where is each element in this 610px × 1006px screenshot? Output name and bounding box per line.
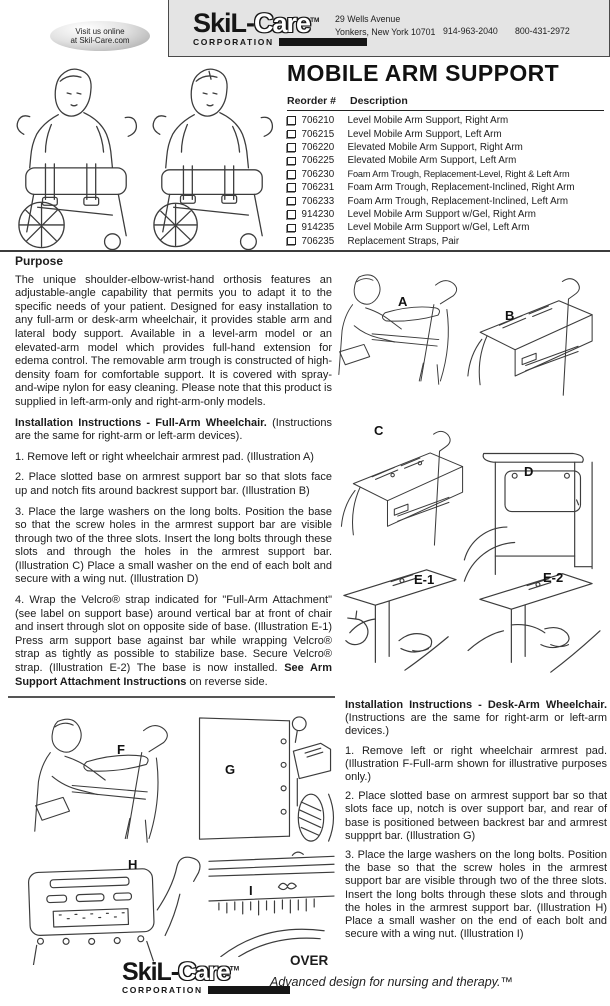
table-row: [287, 168, 604, 181]
reorder-code: 914235: [301, 222, 335, 234]
figure-h: [22, 845, 204, 967]
full-arm-step-4-text: 4. Wrap the Velcro® strap indicated for "Full-Arm Attachment" (see label on support base) around vertical bar at front of chair and insert through slot on opposite side of base. (Illustration E-1) Press arm support base against bar while wrapping Velcro® strap as tightly as possible to stabilize base. Secure Velcro® strap. (Illustration E-2) The base is now installed.: [15, 594, 332, 675]
reorder-desc: Replacement Straps, Pair: [347, 235, 460, 247]
checkbox-icon: [287, 170, 296, 179]
table-row: [287, 221, 604, 234]
table-row: [287, 194, 604, 207]
figure-wheelchair-user-left: [12, 62, 140, 252]
right-text-column: [345, 699, 607, 947]
reorder-code: 706210: [301, 115, 335, 127]
figure-f-drawing: [25, 716, 189, 844]
figure-f-label: F: [117, 742, 125, 757]
table-row: [287, 154, 604, 167]
figure-e2-drawing: [465, 556, 605, 684]
table-row: [287, 208, 604, 221]
full-arm-heading-rest: (Instructions are the same for right-arm or left-arm devices).: [15, 416, 332, 443]
full-arm-step-4-end: on reverse side.: [186, 675, 268, 688]
checkbox-icon: [287, 143, 296, 152]
checkbox-icon: [287, 197, 296, 206]
figure-e2-label: E-2: [543, 570, 564, 585]
table-row: [287, 114, 604, 127]
figure-g-drawing: [195, 714, 338, 846]
full-arm-step-2: 2. Place slotted base on armrest support bar so that slots face up and notch fits around backrest support bar. (Illustration B): [15, 471, 332, 497]
reorder-desc: Elevated Mobile Arm Support, Right Arm: [347, 141, 523, 153]
figure-wheelchair-user-right: [148, 62, 276, 252]
horizontal-divider-top: [0, 250, 610, 252]
checkbox-icon: [287, 183, 296, 192]
full-arm-heading-bold: Installation Instructions - Full-Arm Wheelchair.: [15, 416, 267, 429]
figure-h-label: H: [128, 857, 138, 872]
figure-h-drawing: [22, 845, 202, 965]
full-arm-step-3: 3. Place the large washers on the long bolts. Position the base so that the screw holes in the armrest support bar are visible through two of the three slots. Insert the long bolts through these slots and through the holes in the armrest support bar. (Illustration C) Place a small washer on the end of each bolt and secure with a wing nut. (Illustration D): [15, 505, 332, 586]
corporation-label: CORPORATION: [193, 37, 274, 47]
phone-tollfree: 800-431-2972: [515, 26, 570, 36]
desk-arm-heading: [345, 699, 607, 739]
reorder-desc: Foam Arm Trough, Replacement-Level, Right & Left Arm: [347, 169, 570, 180]
reorder-desc: Foam Arm Trough, Replacement-Inclined, Left Arm: [347, 195, 569, 207]
col-description: Description: [350, 95, 408, 107]
logo-text-outline: Care: [254, 8, 311, 38]
header-band: [168, 0, 610, 57]
full-arm-step-1: 1. Remove left or right wheelchair armrest pad. (Illustration A): [15, 450, 314, 463]
footer-wordmark: [122, 960, 290, 985]
reorder-desc: Elevated Mobile Arm Support, Left Arm: [347, 155, 517, 167]
figure-a: [338, 268, 468, 396]
wheelchair-user-drawing: [12, 62, 140, 252]
checkbox-icon: [287, 210, 296, 219]
reorder-desc: Level Mobile Arm Support w/Gel, Right Arm: [347, 208, 536, 220]
footer-corporation-line: [122, 986, 290, 995]
trademark-symbol: TM: [229, 965, 240, 973]
horizontal-divider-left-column: [8, 696, 335, 698]
checkbox-icon: [287, 116, 296, 125]
reorder-table-header: [287, 95, 604, 111]
reorder-code: 914230: [301, 208, 335, 220]
figure-g: [195, 714, 340, 848]
desk-arm-step-2: 2. Place slotted base on armrest support bar so that slots face up, notch is over support bar, and rear of base is positioned between backrest bar and armrest suppprt bar. (Illustration G): [345, 790, 607, 842]
desk-arm-step-3: 3. Place the large washers on the long bolts. Position the base so that the screw holes in the armrest support bar are visible through two of the three slots. Insert the long bolts through these slots and through the holes in the armrest support bar. (Illustration H) Place a small washer on the end of each bolt and secure with a wing nut. (Illustration I): [345, 849, 607, 941]
wheelchair-user-drawing: [148, 62, 276, 252]
figure-g-label: G: [225, 762, 236, 777]
page-title: MOBILE ARM SUPPORT: [287, 60, 560, 86]
address-line-2: Yonkers, New York 10701: [335, 26, 436, 37]
figure-d-label: D: [524, 464, 534, 479]
reorder-desc: Foam Arm Trough, Replacement-Inclined, Right Arm: [347, 182, 575, 194]
full-arm-step-4: [15, 594, 332, 689]
figure-e1-label: E-1: [414, 572, 435, 587]
figure-f: [25, 716, 193, 848]
badge-line-1: Visit us online: [75, 26, 125, 36]
reorder-code: 706220: [301, 141, 335, 153]
figure-i: [205, 845, 341, 959]
address-line-1: 29 Wells Avenue: [335, 14, 401, 24]
purpose-heading: Purpose: [15, 254, 64, 268]
checkbox-icon: [287, 130, 296, 139]
col-reorder-number: Reorder #: [287, 95, 337, 107]
purpose-paragraph: The unique shoulder-elbow-wrist-hand orthosis features an adjustable-angle capability that permits you to adapt it to the specific needs of your patient. Designed for easy installation to any full-arm or desk-arm wheelchair, it provides stable arm and lateral body support. Available in a level-arm model or an elevated-arm model which provides full-hand extension for edema control. The removable arm trough is constructed of high-density foam for comfortable support. It is covered with spray-and-wipe nylon for easy cleaning. Please note that this product is supplied in left-arm-only and right-arm-only models.: [15, 273, 332, 408]
table-row: [287, 141, 604, 154]
checkbox-icon: [287, 224, 296, 233]
reorder-code: 706231: [301, 182, 335, 194]
logo-corporation-line: [193, 38, 367, 47]
desk-arm-heading-bold: Installation Instructions - Desk-Arm Wheelchair.: [345, 699, 607, 711]
footer-skilcare-logo: [122, 960, 290, 995]
logo-text-outline: Care: [178, 958, 230, 986]
figure-b-label: B: [505, 308, 515, 323]
table-row: [287, 127, 604, 140]
reorder-code: 706233: [301, 195, 335, 207]
company-address: [335, 13, 435, 38]
phone-local: 914-963-2040: [443, 26, 498, 36]
logo-text-solid: SkiL-: [122, 958, 179, 986]
desk-arm-step-1: 1. Remove left or right wheelchair armrest pad. (Illustration F-Full-arm shown for illustrative purposes only.): [345, 744, 607, 784]
figure-i-label: I: [249, 883, 253, 898]
reorder-table: [287, 95, 604, 248]
corporation-label: CORPORATION: [122, 985, 203, 995]
figure-e1: [336, 556, 464, 696]
figure-e2: [465, 556, 609, 696]
badge-line-2: at Skil-Care.com: [70, 36, 130, 45]
figure-a-label: A: [398, 294, 408, 309]
checkbox-icon: [287, 157, 296, 166]
full-arm-step-4-bold: See Arm Support Attachment Instructions: [15, 662, 332, 688]
reorder-desc: Level Mobile Arm Support w/Gel, Left Arm: [347, 222, 530, 234]
reorder-code: 706225: [301, 155, 335, 167]
figure-b: [455, 278, 607, 418]
table-row: [287, 235, 604, 248]
left-text-column: [15, 255, 332, 696]
reorder-code: 706230: [301, 168, 335, 180]
table-row: [287, 181, 604, 194]
desk-arm-heading-rest: (Instructions are the same for right-arm or left-arm devices.): [345, 712, 607, 738]
figure-e1-drawing: [336, 556, 462, 684]
figure-b-drawing: [455, 278, 605, 418]
reorder-desc: Level Mobile Arm Support, Right Arm: [347, 115, 509, 127]
logo-text-solid: SkiL-: [193, 8, 255, 38]
reorder-desc: Level Mobile Arm Support, Left Arm: [347, 128, 502, 140]
over-label: OVER: [290, 953, 329, 968]
logo-bar: [279, 38, 367, 46]
trademark-symbol: TM: [310, 17, 320, 24]
checkbox-icon: [287, 237, 296, 246]
full-arm-heading: [15, 417, 332, 444]
visit-online-badge: [50, 21, 150, 51]
footer-tagline: Advanced design for nursing and therapy.™: [270, 975, 513, 989]
figure-i-drawing: [205, 845, 339, 957]
reorder-code: 706235: [301, 235, 335, 247]
figure-a-drawing: [338, 268, 468, 390]
figure-c-label: C: [374, 423, 384, 438]
reorder-code: 706215: [301, 128, 335, 140]
